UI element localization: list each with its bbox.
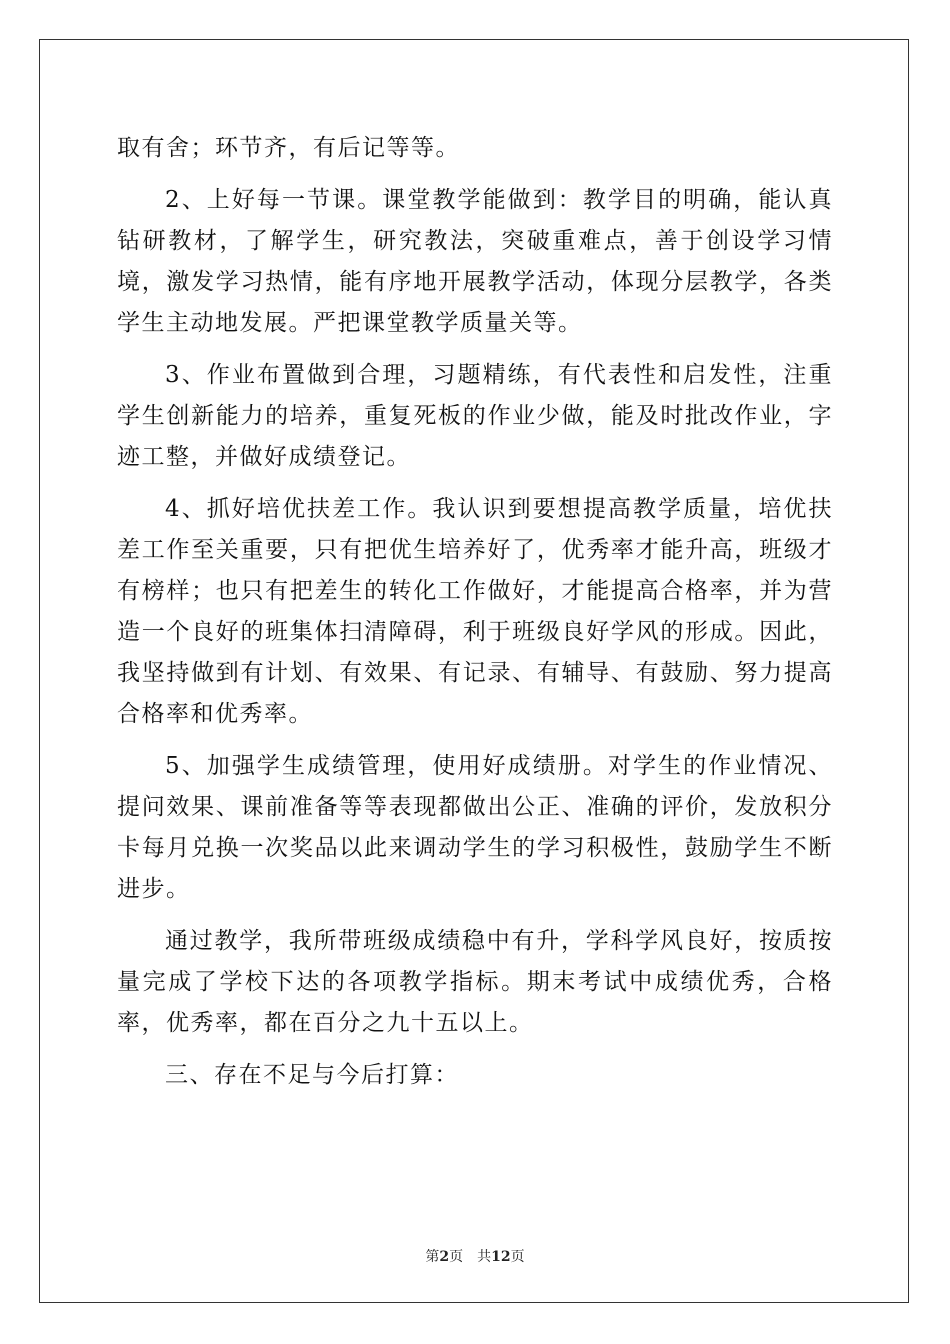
total-pages-prefix: 共: [477, 1249, 492, 1265]
page-number-suffix: 页: [449, 1249, 464, 1265]
paragraph: 4、抓好培优扶差工作。我认识到要想提高教学质量，培优扶差工作至关重要，只有把优生培养好了，优秀率才能升高，班级才有榜样；也只有把差生的转化工作做好，才能提高合格率，并为营造一个良好的班集体扫清障碍，利于班级良好学风的形成。因此，我坚持做到有计划、有效果、有记录、有辅导、有鼓励、努力提高合格率和优秀率。: [117, 496, 833, 727]
paragraph: 三、存在不足与今后打算：: [165, 1062, 459, 1088]
current-page-number: 2: [439, 1249, 450, 1265]
document-body: [117, 128, 833, 1107]
paragraph: 取有舍；环节齐，有后记等等。: [117, 135, 460, 161]
total-pages-number: 12: [491, 1249, 511, 1265]
paragraph: 2、上好每一节课。课堂教学能做到：教学目的明确，能认真钻研教材，了解学生，研究教法，突破重难点，善于创设学习情境，激发学习热情，能有序地开展教学活动，体现分层教学，各类学生主动地发展。严把课堂教学质量关等。: [117, 187, 833, 336]
paragraph: 5、加强学生成绩管理，使用好成绩册。对学生的作业情况、提问效果、课前准备等等表现都做出公正、准确的评价，发放积分卡每月兑换一次奖品以此来调动学生的学习积极性，鼓励学生不断进步。: [117, 753, 833, 902]
paragraph: 通过教学，我所带班级成绩稳中有升，学科学风良好，按质按量完成了学校下达的各项教学指标。期末考试中成绩优秀，合格率，优秀率，都在百分之九十五以上。: [117, 928, 833, 1036]
page-number-prefix: 第: [425, 1249, 440, 1265]
page-footer: [0, 1247, 950, 1267]
paragraph: 3、作业布置做到合理，习题精练，有代表性和启发性，注重学生创新能力的培养，重复死板的作业少做，能及时批改作业，字迹工整，并做好成绩登记。: [117, 362, 833, 470]
total-pages-suffix: 页: [510, 1249, 525, 1265]
